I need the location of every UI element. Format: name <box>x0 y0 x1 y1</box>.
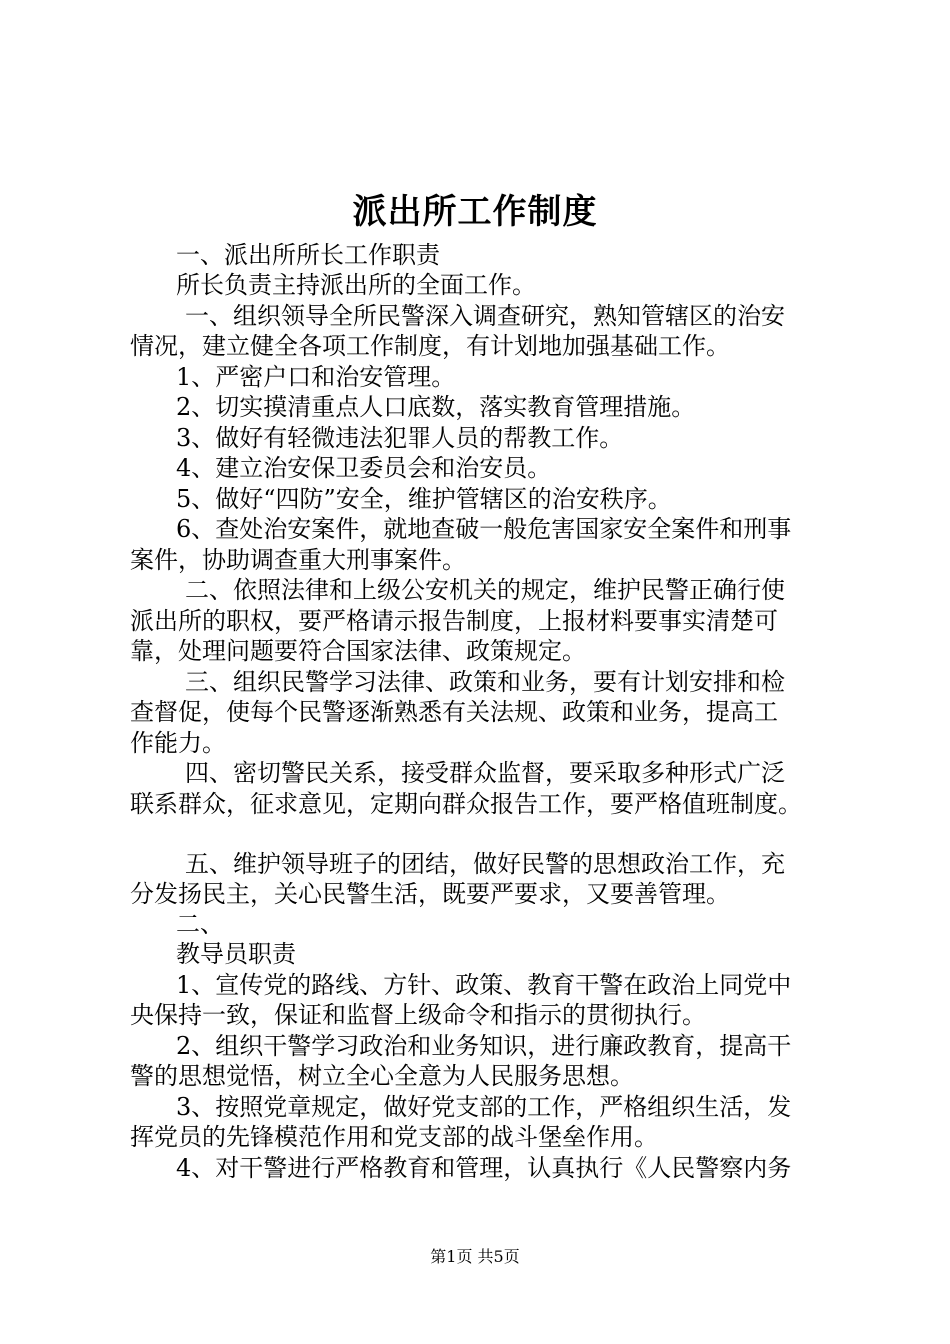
body-line: 3、按照党章规定，做好党支部的工作，严格组织生活，发 <box>176 1093 792 1121</box>
body-line: 所长负责主持派出所的全面工作。 <box>176 271 536 299</box>
page-footer: 第1页 共5页 <box>430 1247 520 1266</box>
body-line: 教导员职责 <box>176 940 296 968</box>
body-line: 一、派出所所长工作职责 <box>176 241 440 269</box>
body-line: 案件，协助调查重大刑事案件。 <box>130 546 466 574</box>
body-line: 4、对干警进行严格教育和管理，认真执行《人民警察内务 <box>176 1154 792 1182</box>
body-line: 情况，建立健全各项工作制度，有计划地加强基础工作。 <box>130 332 730 360</box>
body-line: 2、切实摸清重点人口底数，落实教育管理措施。 <box>176 393 696 421</box>
body-line: 一、组织领导全所民警深入调查研究，熟知管辖区的治安 <box>185 302 785 330</box>
body-line: 1、严密户口和治安管理。 <box>176 363 456 391</box>
body-line: 三、组织民警学习法律、政策和业务，要有计划安排和检 <box>185 668 785 696</box>
body-line: 联系群众，征求意见，定期向群众报告工作，要严格值班制度。 <box>130 790 802 818</box>
body-line: 五、维护领导班子的团结，做好民警的思想政治工作，充 <box>185 850 785 878</box>
body-line: 二、 <box>176 910 224 938</box>
body-line: 6、查处治安案件，就地查破一般危害国家安全案件和刑事 <box>176 515 792 543</box>
body-line: 央保持一致，保证和监督上级命令和指示的贯彻执行。 <box>130 1001 706 1029</box>
body-line: 4、建立治安保卫委员会和治安员。 <box>176 454 552 482</box>
body-line: 5、做好“四防”安全，维护管辖区的治安秩序。 <box>176 485 672 513</box>
body-line: 二、依照法律和上级公安机关的规定，维护民警正确行使 <box>185 576 785 604</box>
body-line: 作能力。 <box>130 729 226 757</box>
body-line: 3、做好有轻微违法犯罪人员的帮教工作。 <box>176 424 624 452</box>
body-line: 挥党员的先锋模范作用和党支部的战斗堡垒作用。 <box>130 1123 658 1151</box>
body-line: 1、宣传党的路线、方针、政策、教育干警在政治上同党中 <box>176 971 792 999</box>
body-line: 2、组织干警学习政治和业务知识，进行廉政教育，提高干 <box>176 1032 792 1060</box>
body-line: 警的思想觉悟，树立全心全意为人民服务思想。 <box>130 1062 634 1090</box>
body-line: 分发扬民主，关心民警生活，既要严要求，又要善管理。 <box>130 880 730 908</box>
body-line: 派出所的职权，要严格请示报告制度，上报材料要事实清楚可 <box>130 607 778 635</box>
document-title: 派出所工作制度 <box>352 192 598 232</box>
body-line: 查督促，使每个民警逐渐熟悉有关法规、政策和业务，提高工 <box>130 698 778 726</box>
body-line: 四、密切警民关系，接受群众监督，要采取多种形式广泛 <box>185 759 785 787</box>
body-line: 靠，处理问题要符合国家法律、政策规定。 <box>130 637 586 665</box>
